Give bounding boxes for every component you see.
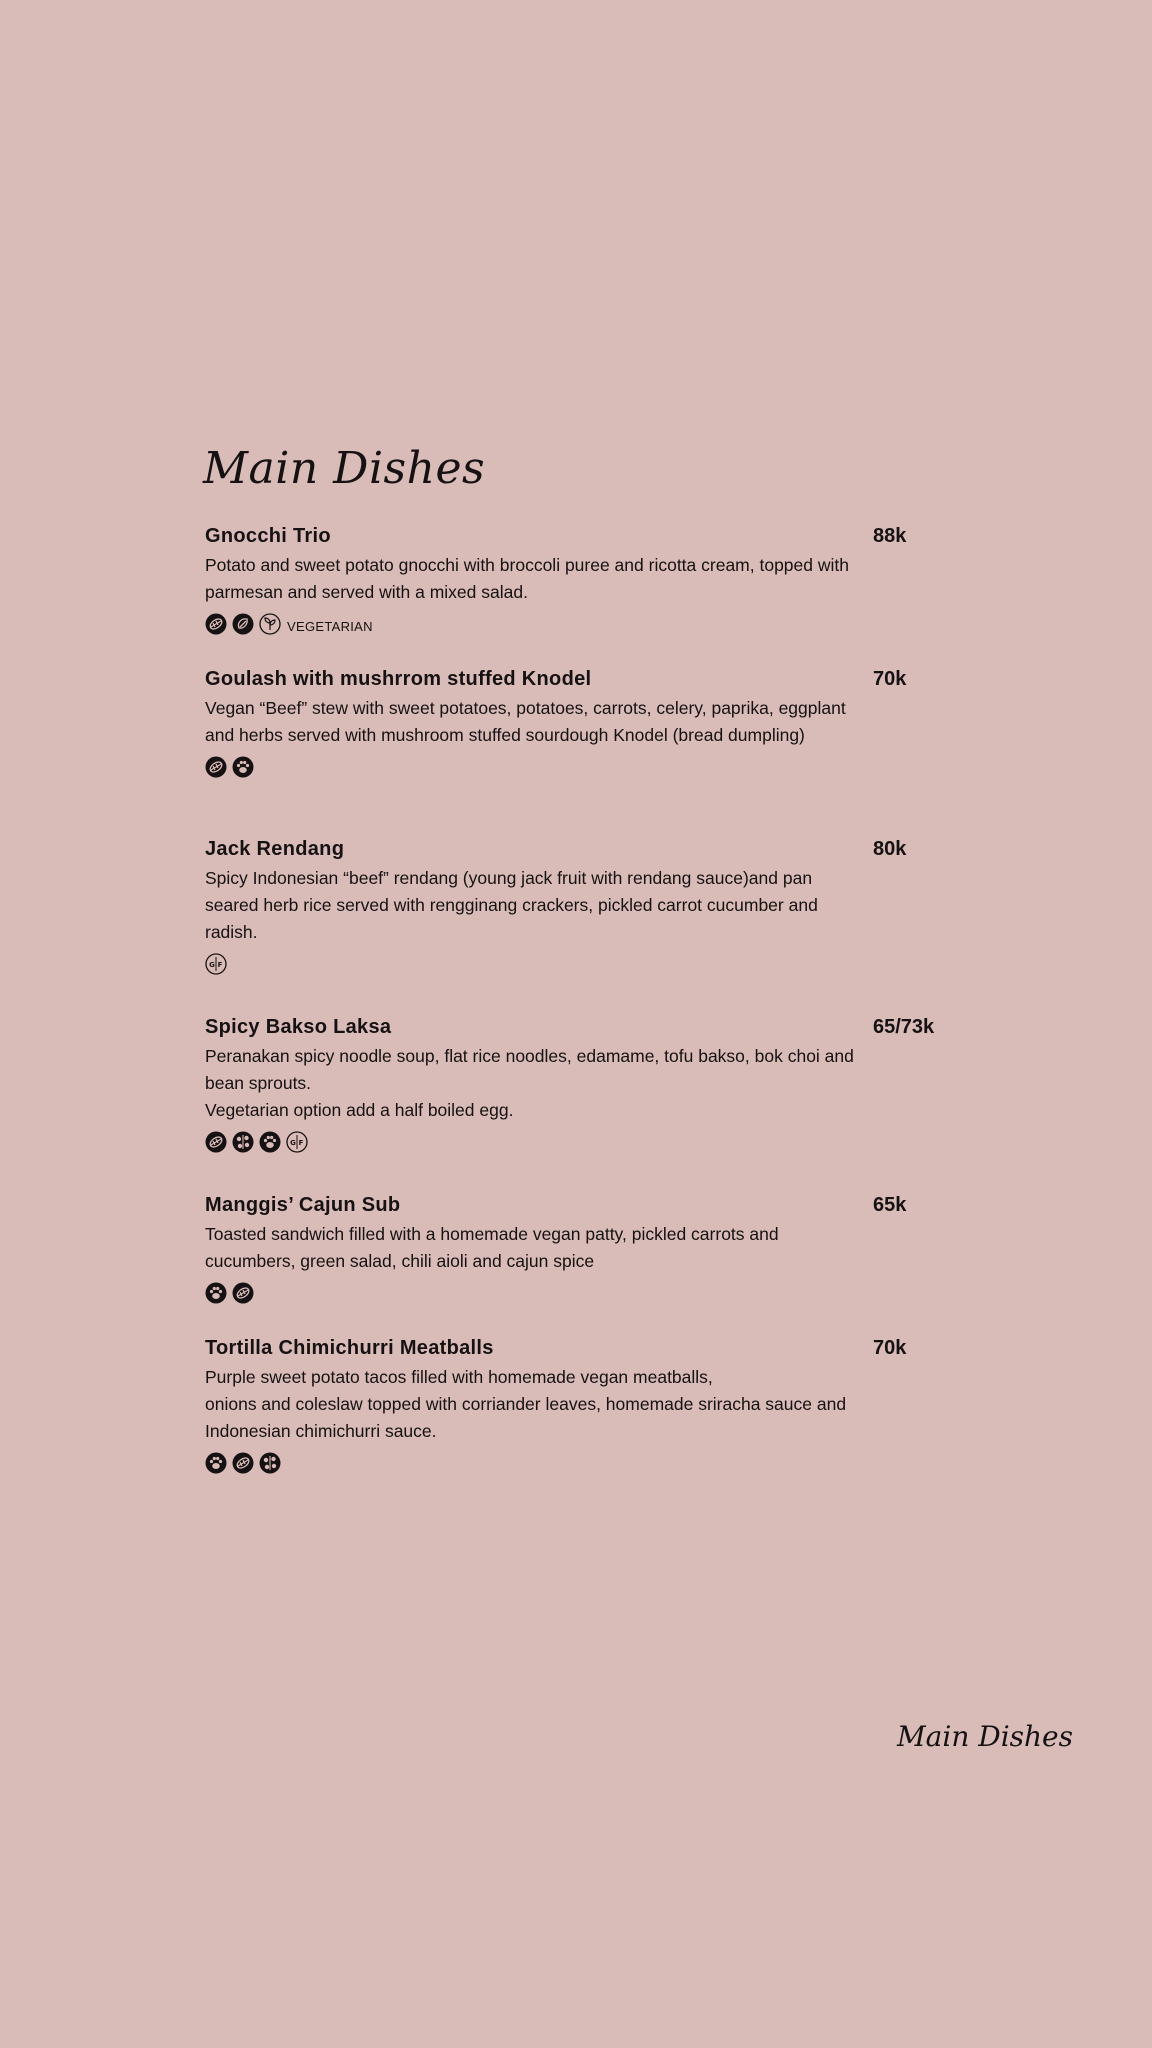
dish-price: 80k xyxy=(873,838,907,860)
dish-description xyxy=(205,1043,855,1124)
vegan-paw-icon xyxy=(232,756,254,778)
dish-description: Spicy Indonesian “beef” rendang (young jack fruit with rendang sauce)and pan seared herb rice served with rengginang crackers, pickled carrot cucumber and radish. xyxy=(205,868,818,942)
dish-description: Vegan “Beef” stew with sweet potatoes, potatoes, carrots, celery, paprika, eggplant and herbs served with mushroom stuffed sourdough Knodel (bread dumpling) xyxy=(205,698,846,745)
footer-title: Main Dishes xyxy=(897,1720,1073,1753)
vegetarian-label: VEGETARIAN xyxy=(287,619,373,634)
dish-name: Spicy Bakso Laksa xyxy=(205,1016,392,1038)
description-line: Peranakan spicy noodle soup, flat rice noodles, edamame, tofu bakso, bok choi and bean sprouts. xyxy=(205,1046,854,1093)
dietary-icons xyxy=(205,952,945,976)
dish-description: Toasted sandwich filled with a homemade vegan patty, pickled carrots and cucumbers, green salad, chili aioli and cajun spice xyxy=(205,1224,779,1271)
dish-name: Tortilla Chimichurri Meatballs xyxy=(205,1337,494,1359)
description-line: Purple sweet potato tacos filled with homemade vegan meatballs, xyxy=(205,1367,713,1387)
dish-item xyxy=(205,666,945,779)
dish-price: 65k xyxy=(873,1194,907,1216)
svg-text:G: G xyxy=(209,961,215,969)
vegan-paw-icon xyxy=(205,1452,227,1474)
dish-item xyxy=(205,523,945,636)
dish-item xyxy=(205,1192,945,1305)
dish-price: 88k xyxy=(873,525,907,547)
grain-icon xyxy=(232,1282,254,1304)
dish-price: 65/73k xyxy=(873,1016,935,1038)
svg-text:F: F xyxy=(217,961,223,969)
dish-price: 70k xyxy=(873,668,907,690)
grain-icon xyxy=(232,1452,254,1474)
dietary-icons xyxy=(205,612,945,636)
dish-name: Goulash with mushrrom stuffed Knodel xyxy=(205,668,592,690)
dish-name: Gnocchi Trio xyxy=(205,525,331,547)
dish-name: Manggis’ Cajun Sub xyxy=(205,1194,401,1216)
gluten-free-icon xyxy=(205,953,227,975)
dietary-icons xyxy=(205,755,945,779)
soy-icon xyxy=(259,1452,281,1474)
dish-description: Potato and sweet potato gnocchi with broccoli puree and ricotta cream, topped with parmesan and served with a mixed salad. xyxy=(205,555,849,602)
grain-icon xyxy=(205,613,227,635)
vegan-paw-icon xyxy=(259,1131,281,1153)
nut-icon xyxy=(232,613,254,635)
dish-description xyxy=(205,1364,855,1445)
description-line: onions and coleslaw topped with corriander leaves, homemade sriracha sauce and Indonesian chimichurri sauce. xyxy=(205,1394,847,1441)
dish-price: 70k xyxy=(873,1337,907,1359)
dish-item xyxy=(205,836,945,976)
svg-text:F: F xyxy=(298,1139,304,1147)
dish-name: Jack Rendang xyxy=(205,838,345,860)
svg-text:G: G xyxy=(290,1139,296,1147)
dietary-icons xyxy=(205,1281,945,1305)
gluten-free-icon xyxy=(286,1131,308,1153)
dish-item xyxy=(205,1335,945,1475)
dietary-icons xyxy=(205,1451,945,1475)
dish-item xyxy=(205,1014,945,1154)
description-line: Vegetarian option add a half boiled egg. xyxy=(205,1100,514,1120)
grain-icon xyxy=(205,756,227,778)
soy-icon xyxy=(232,1131,254,1153)
grain-icon xyxy=(205,1131,227,1153)
page-title: Main Dishes xyxy=(203,443,486,494)
vegan-paw-icon xyxy=(205,1282,227,1304)
vegetarian-icon xyxy=(259,613,281,635)
dietary-icons xyxy=(205,1130,945,1154)
